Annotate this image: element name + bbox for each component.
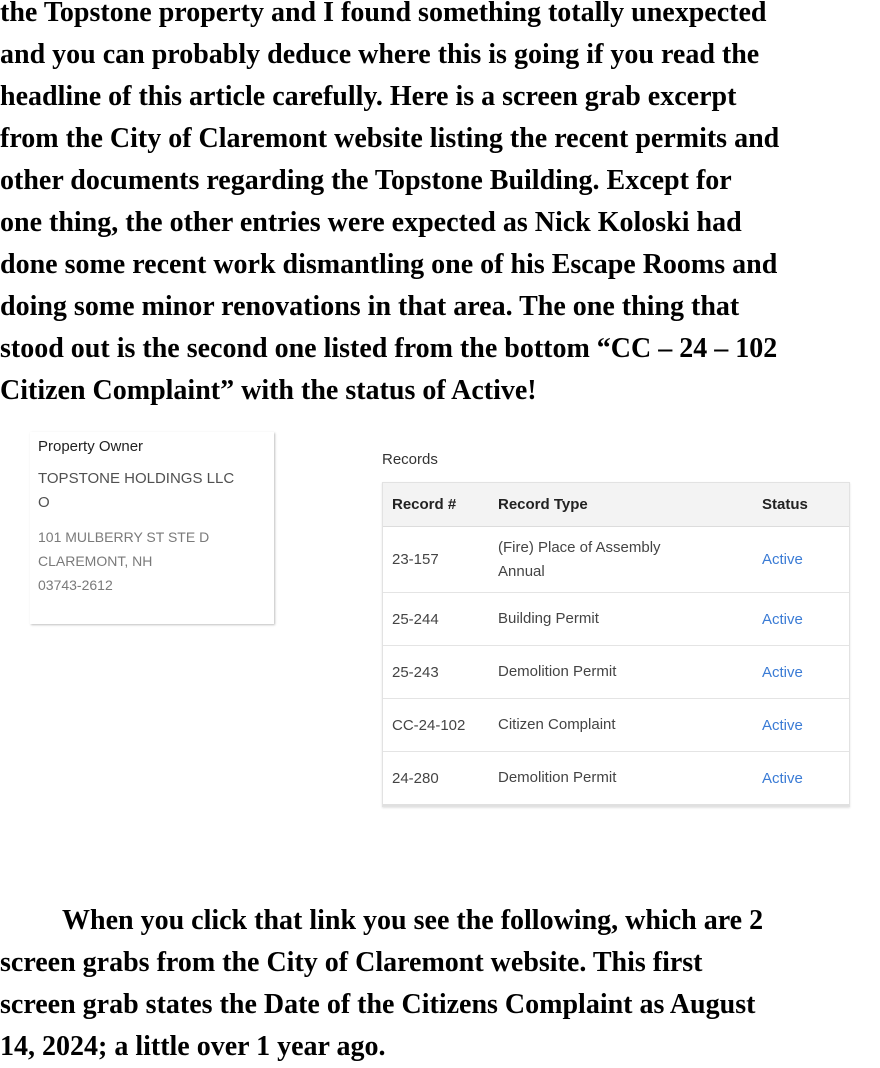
property-owner-heading: Property Owner: [38, 438, 144, 455]
record-num-cell: 25-243: [392, 663, 439, 681]
intro-line: Citizen Complaint” with the status of Active!: [0, 375, 537, 406]
followup-line: When you click that link you see the following, which are 2: [62, 905, 764, 936]
intro-line: and you can probably deduce where this is going if you read the: [0, 39, 760, 70]
records-table-header: [383, 483, 849, 527]
record-type-cell: (Fire) Place of Assembly Annual: [498, 538, 661, 580]
record-type-cell: Demolition Permit: [498, 663, 617, 680]
table-row: [383, 699, 849, 752]
record-type-cell: Demolition Permit: [498, 769, 617, 786]
intro-line: the Topstone property and I found something totally unexpected: [0, 0, 767, 28]
intro-line: from the City of Claremont website listing the recent permits and: [0, 123, 780, 154]
intro-paragraph: [0, 0, 880, 412]
intro-line: headline of this article carefully. Here is a screen grab excerpt: [0, 81, 737, 112]
record-type-cell: Building Permit: [498, 610, 599, 627]
records-heading: Records: [382, 451, 438, 468]
record-type-cell: Citizen Complaint: [498, 716, 616, 733]
intro-line: stood out is the second one listed from the bottom “CC – 24 – 102: [0, 333, 778, 364]
owner-address-line: CLAREMONT, NH: [38, 553, 153, 569]
column-header-record-num: Record #: [392, 496, 457, 513]
owner-address-line: 03743-2612: [38, 577, 113, 593]
status-link[interactable]: Active: [762, 716, 803, 734]
followup-line: 14, 2024; a little over 1 year ago.: [0, 1031, 386, 1062]
followup-line: screen grabs from the City of Claremont website. This first: [0, 947, 703, 978]
record-num-cell: CC-24-102: [392, 716, 466, 734]
records-table: [382, 482, 850, 807]
intro-line: done some recent work dismantling one of his Escape Rooms and: [0, 249, 778, 280]
table-row: [383, 593, 849, 646]
status-link[interactable]: Active: [762, 610, 803, 628]
table-row: [383, 527, 849, 593]
status-link[interactable]: Active: [762, 663, 803, 681]
owner-name-line: O: [38, 494, 50, 511]
column-header-record-type: Record Type: [498, 495, 588, 513]
intro-line: doing some minor renovations in that area. The one thing that: [0, 291, 740, 322]
owner-name-line: TOPSTONE HOLDINGS LLC: [38, 470, 235, 487]
table-row: [383, 752, 849, 806]
intro-line: one thing, the other entries were expected as Nick Koloski had: [0, 207, 742, 238]
table-row: [383, 646, 849, 699]
record-num-cell: 25-244: [392, 610, 439, 628]
followup-paragraph: [0, 900, 880, 1068]
status-link[interactable]: Active: [762, 769, 803, 787]
followup-line: screen grab states the Date of the Citizens Complaint as August: [0, 989, 756, 1020]
intro-line: other documents regarding the Topstone Building. Except for: [0, 165, 732, 196]
record-num-cell: 23-157: [392, 551, 439, 568]
status-link[interactable]: Active: [762, 551, 803, 568]
record-num-cell: 24-280: [392, 769, 439, 787]
property-owner-card: [30, 432, 274, 624]
column-header-status: Status: [762, 496, 808, 513]
owner-address-line: 101 MULBERRY ST STE D: [38, 529, 210, 545]
